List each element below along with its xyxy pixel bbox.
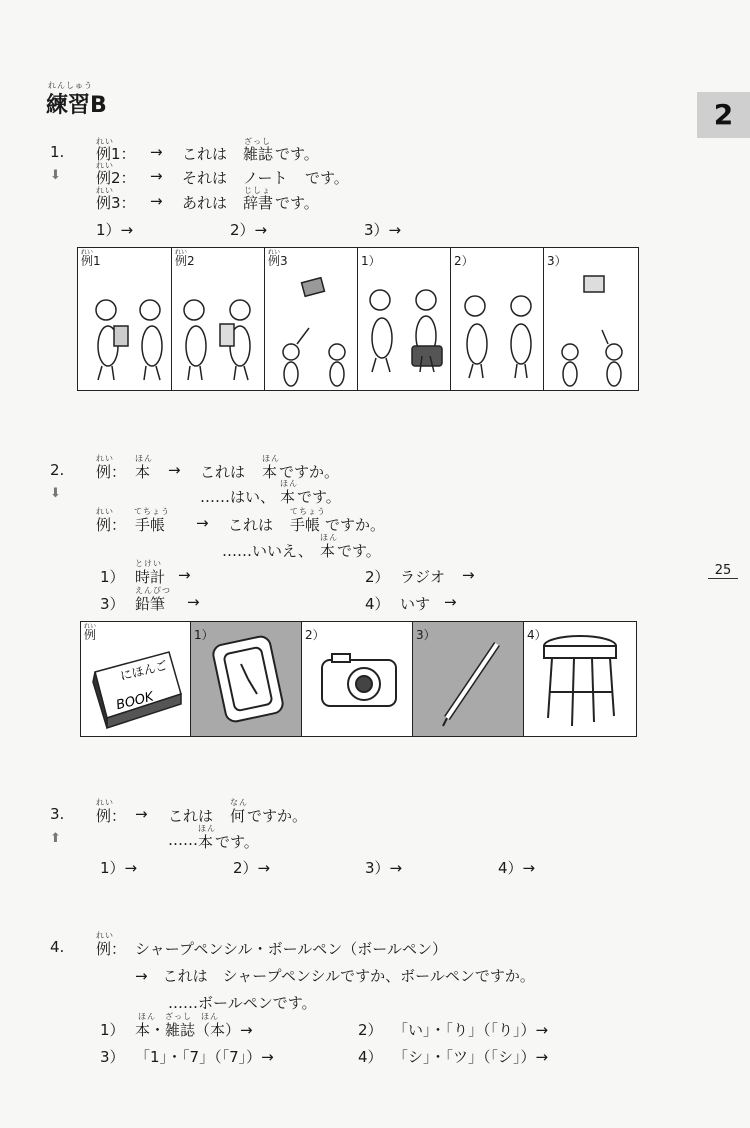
ex2-rei1-a-pre: ……はい、 (200, 488, 276, 506)
ex1-picture-strip (77, 247, 639, 391)
ex2-picture-strip (80, 621, 637, 737)
ex2-panel-4 (524, 622, 634, 736)
word-ruby: ほん (198, 824, 216, 833)
word-ruby: てちょう (134, 507, 170, 516)
ex1-row2-word: ノート (243, 169, 288, 187)
rei-ruby: れい (96, 798, 114, 807)
arrow: → (168, 461, 181, 479)
word-ruby: ほん (262, 454, 280, 463)
word-ruby: ざっし (244, 137, 271, 146)
item-text: 「い」・「り」（「り」）→ (393, 1021, 549, 1039)
rei-ruby: れい (96, 137, 114, 146)
rei-ruby: れい (96, 454, 114, 463)
people-dictionary-illustration (265, 248, 358, 388)
ex1-row3-pre: あれは (182, 194, 228, 212)
book-cover-label: BOOK (114, 689, 156, 714)
ex1-row3-label: 例3： (96, 194, 136, 212)
word-ruby: じしょ (244, 186, 271, 195)
people-bag-illustration (358, 248, 451, 388)
ex1-answer-3: 3）→ (364, 221, 402, 239)
ex2-rei2-a-word: 本 (320, 542, 336, 560)
ex1-panel-rei3 (265, 248, 358, 390)
panel-label: 例3 (268, 254, 288, 268)
panel-label: 例 (84, 628, 97, 642)
ex1-answer-2: 2）→ (230, 221, 268, 239)
ex2-rei1-word: 本 (135, 463, 151, 481)
ex3-label: 例： (96, 807, 127, 825)
ex3-q-word: 何 (230, 807, 246, 825)
panel-label: 3） (416, 628, 436, 642)
ex2-rei2-a-post: です。 (337, 542, 381, 560)
people-notebook-illustration (172, 248, 265, 388)
panel-label: 1） (194, 628, 214, 642)
ex1-panel-1 (358, 248, 451, 390)
people-tv-illustration (544, 248, 637, 388)
rei-ruby: れい (84, 623, 97, 630)
item-word: 時計 (135, 568, 166, 586)
ex3-q: これは (168, 807, 214, 825)
word-ruby: ほん (280, 479, 298, 488)
ex2-panel-rei (81, 622, 191, 736)
page-title: 練習B (46, 93, 107, 118)
arrow: → (196, 514, 209, 532)
rei-ruby: れい (268, 249, 281, 256)
ex1-row2-label: 例2： (96, 169, 136, 187)
item-text: 「シ」・「ツ」（「シ」）→ (393, 1048, 549, 1066)
ex3-number: 3. (50, 805, 65, 823)
ex2-rei2-word: 手帳 (135, 516, 166, 534)
ex3-a-word: 本 (198, 833, 214, 851)
item-word: 鉛筆 (135, 595, 166, 613)
page-number: 25 (708, 563, 738, 579)
book-cover-title: にほんご (118, 658, 169, 684)
word-ruby: ほん ざっし ほん (138, 1012, 219, 1021)
panel-label: 3） (547, 254, 567, 268)
ex4-prompt: シャープペンシル・ボールペン（ボールペン） (135, 940, 448, 958)
item-word: いす (400, 595, 431, 613)
word-ruby: てちょう (290, 507, 326, 516)
item-number: 2） (365, 568, 390, 586)
rei-ruby: れい (175, 249, 188, 256)
word-ruby: ほん (135, 454, 153, 463)
ex1-row2-pre: それは (182, 169, 228, 187)
arrow: → (150, 167, 163, 185)
ex2-rei1-a-post: です。 (297, 488, 341, 506)
item-number: 3） (100, 1048, 125, 1066)
arrow: → (444, 593, 457, 611)
item-number: 1） (100, 1021, 125, 1039)
ex2-number: 2. (50, 461, 65, 479)
ex2-rei2-q: これは (228, 516, 274, 534)
ex1-row1-word: 雑誌 (243, 145, 274, 163)
people-magazine-illustration (78, 248, 172, 388)
people-pointing-illustration (451, 248, 544, 388)
ex2-rei1-q-word: 本 (262, 463, 278, 481)
arrow: → (135, 805, 148, 823)
ex2-panel-1 (191, 622, 302, 736)
ex1-panel-rei2 (172, 248, 265, 390)
item-number: 1） (100, 568, 125, 586)
arrow: → (178, 566, 191, 584)
arrow: → (187, 593, 200, 611)
item-text: 本・雑誌（本）→ (135, 1021, 253, 1039)
rei-ruby: れい (81, 249, 94, 256)
ex3-q-post: ですか。 (247, 807, 308, 825)
ex2-rei2-q-word: 手帳 (290, 516, 321, 534)
down-arrow-icon: ⬇ (50, 168, 61, 183)
item-number: 4） (365, 595, 390, 613)
word-ruby: なん (230, 798, 248, 807)
ex1-number: 1. (50, 143, 65, 161)
ex1-row3-post: です。 (275, 194, 319, 212)
ex4-label: 例： (96, 940, 127, 958)
item-text: 「1」・「7」（「7」）→ (135, 1048, 274, 1066)
ex2-panel-2 (302, 622, 413, 736)
ex2-rei1-q: これは (200, 463, 246, 481)
item-number: 4） (358, 1048, 383, 1066)
ex3-answer-4: 4）→ (498, 859, 536, 877)
title-ruby: れんしゅう (48, 81, 93, 90)
ex3-answer-1: 1）→ (100, 859, 138, 877)
panel-label: 2） (454, 254, 474, 268)
panel-label: 例2 (175, 254, 195, 268)
arrow: → (462, 566, 475, 584)
ex2-panel-3 (413, 622, 524, 736)
ex3-a-post: です。 (215, 833, 259, 851)
panel-label: 2） (305, 628, 325, 642)
word-ruby: とけい (135, 559, 162, 568)
ex2-rei1-q-post: ですか。 (279, 463, 340, 481)
panel-label: 4） (527, 628, 547, 642)
ex4-question: → これは シャープペンシルですか、ボールペンですか。 (135, 967, 535, 985)
ex2-rei2-a-pre: ……いいえ、 (222, 542, 313, 560)
ex1-row3-word: 辞書 (243, 194, 274, 212)
word-ruby: えんぴつ (135, 586, 171, 595)
arrow: → (150, 143, 163, 161)
panel-label: 例1 (81, 254, 101, 268)
ex1-row2-post: です。 (305, 169, 349, 187)
rei-ruby: れい (96, 507, 114, 516)
arrow: → (150, 192, 163, 210)
ex1-panel-3 (544, 248, 637, 390)
ex4-answer: ……ボールペンです。 (168, 994, 317, 1012)
rei-ruby: れい (96, 931, 114, 940)
ex1-row1-label: 例1： (96, 145, 136, 163)
word-ruby: ほん (320, 533, 338, 542)
ex1-panel-2 (451, 248, 544, 390)
ex2-rei2-q-post: ですか。 (325, 516, 386, 534)
ex1-row1-post: です。 (275, 145, 319, 163)
ex2-rei1-a-word: 本 (280, 488, 296, 506)
ex2-rei2-label: 例： (96, 516, 127, 534)
ex2-rei1-label: 例： (96, 463, 127, 481)
ex3-answer-2: 2）→ (233, 859, 271, 877)
book-icon (81, 622, 191, 734)
item-number: 2） (358, 1021, 383, 1039)
ex1-panel-rei1 (78, 248, 172, 390)
item-number: 3） (100, 595, 125, 613)
panel-label: 1） (361, 254, 381, 268)
ex1-row1-pre: これは (182, 145, 228, 163)
up-arrow-icon: ⬆ (50, 831, 61, 846)
down-arrow-icon: ⬇ (50, 486, 61, 501)
chapter-tab: 2 (697, 92, 750, 138)
rei-ruby: れい (96, 186, 114, 195)
item-word: ラジオ (400, 568, 446, 586)
ex3-answer-3: 3）→ (365, 859, 403, 877)
rei-ruby: れい (96, 161, 114, 170)
ex1-answer-1: 1）→ (96, 221, 134, 239)
ex4-number: 4. (50, 938, 65, 956)
ex3-a-pre: …… (168, 831, 198, 849)
